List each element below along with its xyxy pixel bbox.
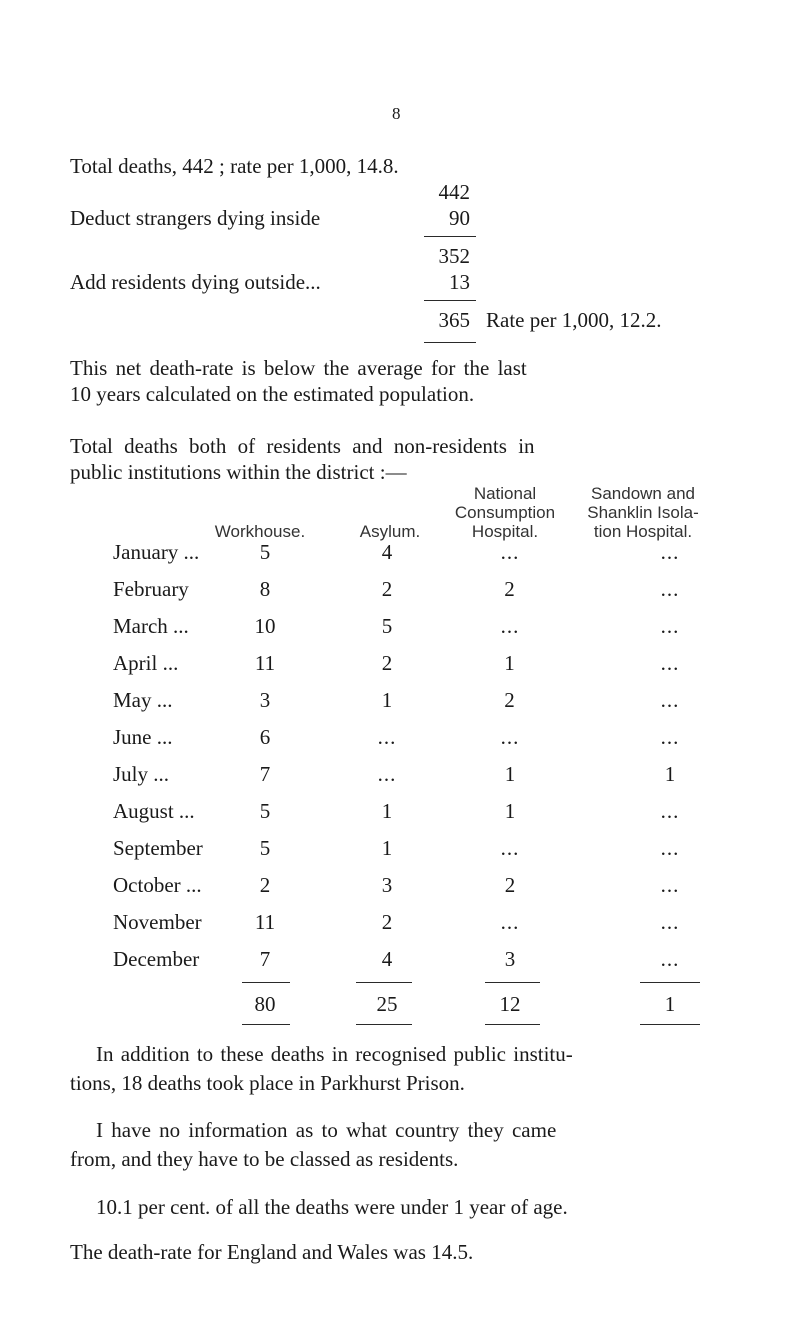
- row-sandown: ...: [660, 947, 680, 971]
- row-asylum: 2: [381, 577, 393, 601]
- add-residents-value: 13: [449, 270, 470, 294]
- net-deaths-value: 365: [438, 308, 470, 332]
- total-deaths-value: 442: [438, 180, 470, 204]
- row-workhouse: 5: [259, 836, 271, 860]
- row-national: 2: [504, 577, 516, 601]
- row-month: October ...: [113, 873, 202, 897]
- row-national: ...: [500, 540, 520, 564]
- row-sandown: ...: [660, 799, 680, 823]
- table-row: [0, 577, 800, 601]
- table-row: [0, 836, 800, 860]
- row-workhouse: 10: [254, 614, 276, 638]
- row-sandown: ...: [660, 836, 680, 860]
- table-row: [0, 947, 800, 971]
- header-national-line-2: Consumption: [454, 503, 556, 522]
- row-month: July ...: [113, 762, 170, 786]
- row-sandown: ...: [660, 651, 680, 675]
- institutions-intro-line-1: Total deaths both of residents and non-residents in: [70, 434, 535, 458]
- row-workhouse: 11: [254, 910, 276, 934]
- summary-rule-2: [424, 300, 476, 301]
- row-national: 2: [504, 873, 516, 897]
- prison-note-line-1: In addition to these deaths in recognised public institu-: [96, 1042, 573, 1066]
- row-workhouse: 7: [259, 762, 271, 786]
- row-sandown: ...: [660, 614, 680, 638]
- table-row: [0, 799, 800, 823]
- bottom-rule-workhouse: [242, 1024, 290, 1025]
- page-number: 8: [392, 104, 401, 123]
- total-workhouse: 80: [254, 992, 276, 1016]
- total-asylum: 25: [376, 992, 398, 1016]
- bottom-rule-asylum: [356, 1024, 412, 1025]
- bottom-rule-national: [485, 1024, 540, 1025]
- header-national-line-1: National: [473, 484, 537, 503]
- row-sandown: ...: [660, 725, 680, 749]
- bottom-rule-sandown: [640, 1024, 700, 1025]
- row-national: 1: [504, 799, 516, 823]
- table-row: [0, 873, 800, 897]
- institutions-intro-line-2: public institutions within the district :—: [70, 460, 407, 484]
- row-workhouse: 3: [259, 688, 271, 712]
- table-row: [0, 540, 800, 564]
- subtotal-value: 352: [438, 244, 470, 268]
- total-sandown: 1: [664, 992, 676, 1016]
- row-workhouse: 5: [259, 799, 271, 823]
- deduct-strangers-label: Deduct strangers dying inside: [70, 206, 321, 230]
- row-month: August ...: [113, 799, 195, 823]
- row-sandown: ...: [660, 873, 680, 897]
- total-rule-workhouse: [242, 982, 290, 983]
- header-sandown-line-2: Shanklin Isola-: [587, 503, 699, 522]
- row-asylum: 1: [381, 836, 393, 860]
- row-month: April ...: [113, 651, 179, 675]
- row-national: 1: [504, 762, 516, 786]
- row-month: March ...: [113, 614, 189, 638]
- row-asylum: 5: [381, 614, 393, 638]
- row-month: January ...: [113, 540, 200, 564]
- row-national: 2: [504, 688, 516, 712]
- info-note-line-2: from, and they have to be classed as residents.: [70, 1147, 459, 1171]
- row-asylum: ...: [377, 725, 397, 749]
- row-national: ...: [500, 614, 520, 638]
- table-row: [0, 725, 800, 749]
- net-rate-note-line-1: This net death-rate is below the average for the last: [70, 356, 527, 380]
- total-rule-sandown: [640, 982, 700, 983]
- summary-rule-3: [424, 342, 476, 343]
- table-row: [0, 762, 800, 786]
- info-note-line-1: I have no information as to what country they came: [96, 1118, 557, 1142]
- row-workhouse: 2: [259, 873, 271, 897]
- total-deaths-line: Total deaths, 442 ; rate per 1,000, 14.8.: [70, 154, 399, 178]
- row-sandown: ...: [660, 688, 680, 712]
- header-sandown-line-3: tion Hospital.: [593, 522, 693, 541]
- row-sandown: ...: [660, 540, 680, 564]
- header-national-line-3: Hospital.: [471, 522, 539, 541]
- row-month: September: [113, 836, 203, 860]
- row-asylum: 3: [381, 873, 393, 897]
- prison-note-line-2: tions, 18 deaths took place in Parkhurst Prison.: [70, 1071, 465, 1095]
- header-asylum: Asylum.: [359, 522, 421, 541]
- row-month: May ...: [113, 688, 173, 712]
- row-asylum: 1: [381, 688, 393, 712]
- row-sandown: ...: [660, 910, 680, 934]
- row-asylum: 4: [381, 947, 393, 971]
- row-national: ...: [500, 910, 520, 934]
- add-residents-label: Add residents dying outside...: [70, 270, 321, 294]
- row-national: ...: [500, 836, 520, 860]
- row-national: ...: [500, 725, 520, 749]
- table-row: [0, 651, 800, 675]
- row-month: June ...: [113, 725, 173, 749]
- total-rule-asylum: [356, 982, 412, 983]
- header-sandown-line-1: Sandown and: [591, 484, 695, 503]
- row-workhouse: 8: [259, 577, 271, 601]
- header-workhouse: Workhouse.: [214, 522, 306, 541]
- table-row: [0, 910, 800, 934]
- row-workhouse: 6: [259, 725, 271, 749]
- infant-deaths-note: 10.1 per cent. of all the deaths were under 1 year of age.: [96, 1195, 568, 1219]
- row-sandown: ...: [660, 577, 680, 601]
- deduct-strangers-value: 90: [449, 206, 470, 230]
- total-national: 12: [499, 992, 521, 1016]
- row-national: 3: [504, 947, 516, 971]
- row-month: November: [113, 910, 202, 934]
- row-workhouse: 7: [259, 947, 271, 971]
- net-rate-text: Rate per 1,000, 12.2.: [486, 308, 662, 332]
- table-row: [0, 614, 800, 638]
- row-asylum: 4: [381, 540, 393, 564]
- row-asylum: 1: [381, 799, 393, 823]
- row-month: December: [113, 947, 200, 971]
- row-month: February: [113, 577, 189, 601]
- row-asylum: 2: [381, 910, 393, 934]
- summary-rule-1: [424, 236, 476, 237]
- row-national: 1: [504, 651, 516, 675]
- row-asylum: ...: [377, 762, 397, 786]
- table-row: [0, 688, 800, 712]
- national-rate-note: The death-rate for England and Wales was 14.5.: [70, 1240, 474, 1264]
- row-sandown: 1: [664, 762, 676, 786]
- net-rate-note-line-2: 10 years calculated on the estimated population.: [70, 382, 475, 406]
- row-asylum: 2: [381, 651, 393, 675]
- row-workhouse: 11: [254, 651, 276, 675]
- total-rule-national: [485, 982, 540, 983]
- row-workhouse: 5: [259, 540, 271, 564]
